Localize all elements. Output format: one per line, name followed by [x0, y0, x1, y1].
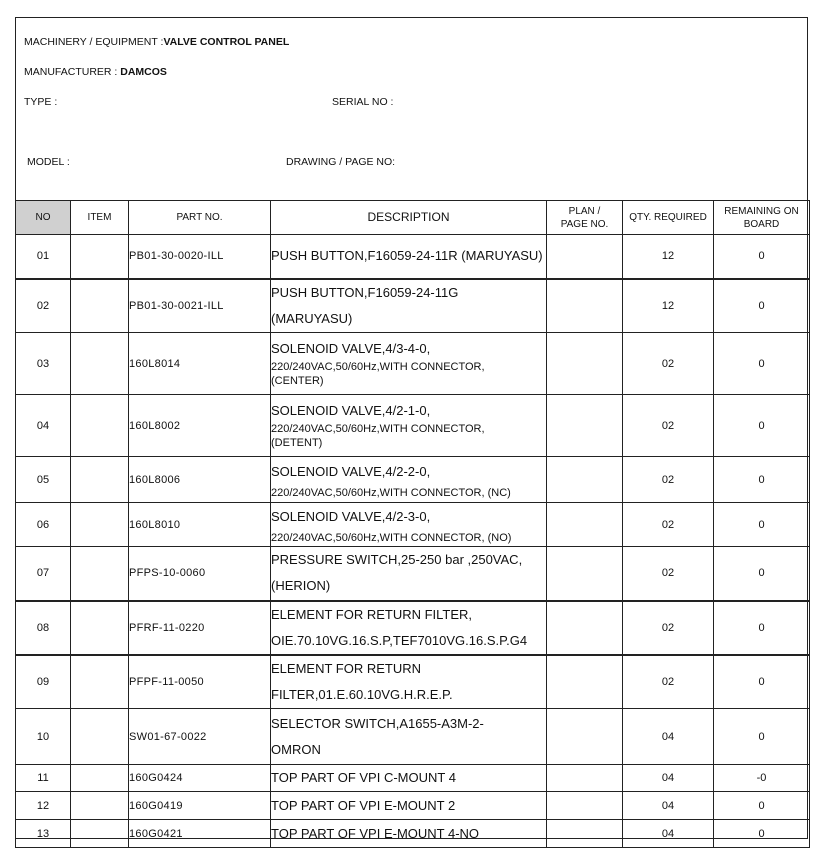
col-header-item: ITEM — [71, 201, 129, 235]
row-qty-required: 04 — [623, 765, 714, 792]
row-part-no: PB01-30-0020-ILL — [129, 235, 271, 279]
row-description — [271, 655, 547, 709]
spare-parts-sheet — [15, 17, 808, 839]
row-no: 09 — [16, 655, 71, 709]
table-row — [16, 279, 810, 333]
table-row — [16, 765, 810, 792]
row-item — [71, 279, 129, 333]
row-remaining: 0 — [714, 457, 810, 503]
row-remaining: 0 — [714, 279, 810, 333]
row-part-no: 160L8014 — [129, 333, 271, 395]
machinery-value: VALVE CONTROL PANEL — [163, 36, 290, 48]
description-line: PRESSURE SWITCH,25-250 bar ,250VAC, — [271, 552, 523, 568]
col-header-remaining: REMAINING ON BOARD — [714, 201, 810, 235]
col-header-part-no: PART NO. — [129, 201, 271, 235]
col-header-plan-page: PLAN / PAGE NO. — [547, 201, 623, 235]
machinery-line — [24, 36, 289, 48]
row-description — [271, 601, 547, 655]
row-qty-required: 04 — [623, 820, 714, 848]
row-remaining: 0 — [714, 235, 810, 279]
description-line: OMRON — [271, 741, 321, 757]
row-item — [71, 547, 129, 601]
row-remaining: 0 — [714, 547, 810, 601]
row-no: 11 — [16, 765, 71, 792]
row-description — [271, 820, 547, 848]
row-plan-page — [547, 333, 623, 395]
row-item — [71, 503, 129, 547]
row-item — [71, 709, 129, 765]
row-plan-page — [547, 820, 623, 848]
row-description — [271, 235, 547, 279]
row-no: 07 — [16, 547, 71, 601]
row-qty-required: 02 — [623, 333, 714, 395]
description-line: (DETENT) — [271, 437, 323, 449]
machinery-label: MACHINERY / EQUIPMENT : — [24, 36, 164, 48]
row-part-no: PFPS-10-0060 — [129, 547, 271, 601]
row-item — [71, 765, 129, 792]
row-part-no: 160L8006 — [129, 457, 271, 503]
description-line: (MARUYASU) — [271, 310, 353, 326]
parts-table — [15, 200, 810, 848]
row-remaining: 0 — [714, 395, 810, 457]
row-description — [271, 333, 547, 395]
row-description — [271, 765, 547, 792]
row-qty-required: 02 — [623, 601, 714, 655]
description-line: PUSH BUTTON,F16059-24-11R (MARUYASU) — [271, 248, 543, 264]
description-line: SOLENOID VALVE,4/2-2-0, — [271, 463, 431, 479]
description-line: ELEMENT FOR RETURN — [271, 660, 421, 676]
row-remaining: -0 — [714, 765, 810, 792]
row-plan-page — [547, 395, 623, 457]
row-plan-page — [547, 279, 623, 333]
row-qty-required: 12 — [623, 279, 714, 333]
description-line: ELEMENT FOR RETURN FILTER, — [271, 606, 473, 622]
row-description — [271, 547, 547, 601]
row-part-no: 160G0424 — [129, 765, 271, 792]
equipment-header — [16, 18, 807, 201]
row-item — [71, 655, 129, 709]
description-line: 220/240VAC,50/60Hz,WITH CONNECTOR, (NO) — [271, 531, 512, 544]
col-header-no: NO — [16, 201, 71, 235]
row-part-no: PB01-30-0021-ILL — [129, 279, 271, 333]
row-plan-page — [547, 765, 623, 792]
row-item — [71, 601, 129, 655]
row-item — [71, 820, 129, 848]
table-row — [16, 333, 810, 395]
row-no: 10 — [16, 709, 71, 765]
row-no: 02 — [16, 279, 71, 333]
row-plan-page — [547, 235, 623, 279]
type-label: TYPE : — [24, 96, 58, 108]
row-item — [71, 333, 129, 395]
row-no: 01 — [16, 235, 71, 279]
description-line: SOLENOID VALVE,4/2-3-0, — [271, 508, 431, 524]
row-qty-required: 02 — [623, 547, 714, 601]
table-row — [16, 395, 810, 457]
description-line: 220/240VAC,50/60Hz,WITH CONNECTOR, — [271, 423, 485, 435]
row-qty-required: 02 — [623, 655, 714, 709]
row-qty-required: 02 — [623, 503, 714, 547]
row-description — [271, 709, 547, 765]
row-description — [271, 457, 547, 503]
description-line: SOLENOID VALVE,4/2-1-0, — [271, 403, 431, 418]
description-line: (CENTER) — [271, 375, 324, 387]
table-row — [16, 235, 810, 279]
row-no: 05 — [16, 457, 71, 503]
row-item — [71, 792, 129, 820]
row-description — [271, 503, 547, 547]
model-label: MODEL : — [27, 156, 70, 168]
row-qty-required: 12 — [623, 235, 714, 279]
row-remaining: 0 — [714, 333, 810, 395]
description-line: TOP PART OF VPI E-MOUNT 2 — [271, 797, 456, 813]
description-line: TOP PART OF VPI C-MOUNT 4 — [271, 770, 456, 785]
row-item — [71, 457, 129, 503]
row-part-no: PFPF-11-0050 — [129, 655, 271, 709]
row-plan-page — [547, 601, 623, 655]
row-plan-page — [547, 503, 623, 547]
manufacturer-value: DAMCOS — [120, 66, 167, 78]
table-row — [16, 457, 810, 503]
description-line: OIE.70.10VG.16.S.P,TEF7010VG.16.S.P.G4 — [271, 632, 528, 648]
row-qty-required: 02 — [623, 395, 714, 457]
row-remaining: 0 — [714, 792, 810, 820]
row-no: 12 — [16, 792, 71, 820]
row-part-no: SW01-67-0022 — [129, 709, 271, 765]
row-qty-required: 02 — [623, 457, 714, 503]
row-plan-page — [547, 709, 623, 765]
row-item — [71, 235, 129, 279]
row-part-no: 160L8002 — [129, 395, 271, 457]
row-remaining: 0 — [714, 709, 810, 765]
drawing-label: DRAWING / PAGE NO: — [286, 156, 396, 168]
row-remaining: 0 — [714, 655, 810, 709]
description-line: PUSH BUTTON,F16059-24-11G — [271, 284, 459, 300]
description-line: (HERION) — [271, 578, 331, 594]
row-item — [71, 395, 129, 457]
serial-label: SERIAL NO : — [332, 96, 394, 108]
table-row — [16, 655, 810, 709]
col-header-qty-required: QTY. REQUIRED — [623, 201, 714, 235]
row-no: 08 — [16, 601, 71, 655]
table-header-row — [16, 201, 810, 235]
manufacturer-line — [24, 66, 167, 78]
description-line: 220/240VAC,50/60Hz,WITH CONNECTOR, — [271, 361, 485, 373]
table-row — [16, 601, 810, 655]
description-line: FILTER,01.E.60.10VG.H.R.E.P. — [271, 686, 453, 702]
row-no: 06 — [16, 503, 71, 547]
row-no: 13 — [16, 820, 71, 848]
row-plan-page — [547, 792, 623, 820]
row-part-no: 160G0421 — [129, 820, 271, 848]
row-description — [271, 792, 547, 820]
table-row — [16, 503, 810, 547]
description-line: SELECTOR SWITCH,A1655-A3M-2- — [271, 715, 484, 731]
row-description — [271, 395, 547, 457]
row-remaining: 0 — [714, 503, 810, 547]
row-description — [271, 279, 547, 333]
row-part-no: 160L8010 — [129, 503, 271, 547]
row-part-no: PFRF-11-0220 — [129, 601, 271, 655]
row-plan-page — [547, 655, 623, 709]
row-plan-page — [547, 457, 623, 503]
table-row — [16, 709, 810, 765]
table-row — [16, 792, 810, 820]
row-qty-required: 04 — [623, 792, 714, 820]
row-part-no: 160G0419 — [129, 792, 271, 820]
table-row — [16, 547, 810, 601]
manufacturer-label: MANUFACTURER : — [24, 66, 121, 78]
description-line: 220/240VAC,50/60Hz,WITH CONNECTOR, (NC) — [271, 486, 511, 499]
row-no: 03 — [16, 333, 71, 395]
table-row — [16, 820, 810, 848]
row-plan-page — [547, 547, 623, 601]
row-remaining: 0 — [714, 820, 810, 848]
row-no: 04 — [16, 395, 71, 457]
description-line: TOP PART OF VPI E-MOUNT 4-NO — [271, 825, 480, 841]
row-remaining: 0 — [714, 601, 810, 655]
row-qty-required: 04 — [623, 709, 714, 765]
col-header-description: DESCRIPTION — [271, 201, 547, 235]
description-line: SOLENOID VALVE,4/3-4-0, — [271, 341, 431, 356]
